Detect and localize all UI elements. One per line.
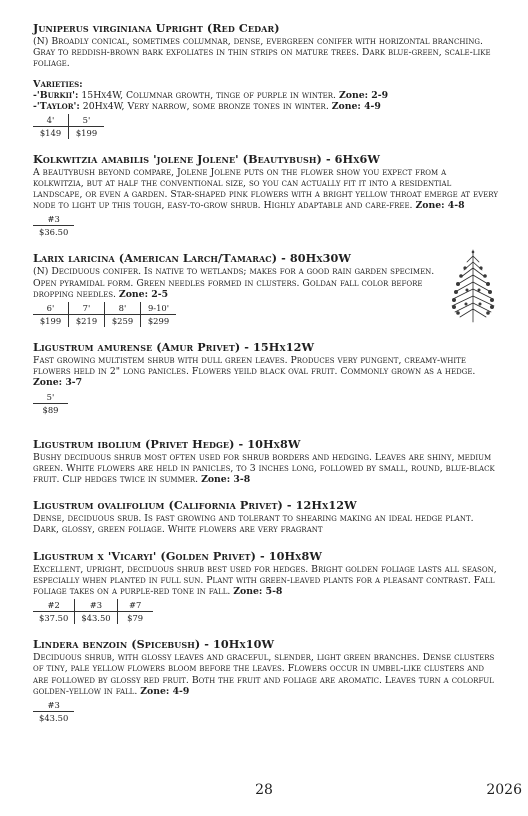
price-cell: $36.50 <box>39 227 69 238</box>
plant-description <box>33 564 499 598</box>
size-cell: 9-10' <box>141 302 177 315</box>
plant-title: Kolkwitzia amabilis 'jolene Jolene' (Beautybush) - 6Hx6W <box>33 151 381 166</box>
price-cell: $43.50 <box>75 612 117 625</box>
plant-entry-kolkwitzia <box>33 153 499 239</box>
varieties-heading: Varieties: <box>33 78 83 90</box>
variety-text: 20Hx4W, Very narrow, some bronze tones in winter. <box>79 100 332 112</box>
variety-name: -'Taylor': <box>33 100 80 112</box>
description-text: Fast growing multistem shrub with dull green leaves. Produces very pungent, creamy-white flowers held in 2" long panicles. Flowers yeild black oval fruit. Commonly grown as a hedge. <box>33 355 476 378</box>
plant-description <box>33 266 438 300</box>
plant-description <box>33 355 499 389</box>
page-number: 28 <box>255 782 273 798</box>
price-table <box>33 302 176 327</box>
plant-description <box>33 452 499 486</box>
price-cell: $43.50 <box>39 713 69 724</box>
size-cell: #2 <box>33 599 75 612</box>
price-cell: $199 <box>39 316 62 327</box>
size-cell: 5' <box>33 391 68 404</box>
plant-title: Ligustrum ovalifolium (California Privet) - 12Hx12W <box>33 498 357 513</box>
catalog-year: 2026 <box>486 782 522 798</box>
description-text: (N) Deciduous conifer. Is native to wetlands; makes for a good rain garden specimen. Open pyramidal form. Green needles formed in clusters. Goldan fall color before dropping needles. <box>33 266 435 300</box>
price-cell: $219 <box>69 315 105 328</box>
plant-entry-ligustrum-vicaryi <box>33 550 499 625</box>
price-cell: $259 <box>105 315 141 328</box>
plant-description <box>33 652 499 697</box>
price-cell: $199 <box>69 126 105 139</box>
price-cell: $299 <box>141 315 177 328</box>
zone-label: Zone: 4-8 <box>415 200 465 212</box>
size-cell: 6' <box>33 302 69 315</box>
variety-name: -'Burkii': <box>33 89 79 101</box>
plant-title: Lindera benzoin (Spicebush) - 10Hx10W <box>33 637 275 652</box>
size-cell: 5' <box>69 114 105 127</box>
zone-label: Zone: 3-8 <box>201 474 251 486</box>
size-cell: 8' <box>105 302 141 315</box>
description-text: Excellent, upright, deciduous shrub best used for hedges. Bright golden foliage lasts all season, especially when planted in full sun. Plant with green-leaved plants for a pleasant contrast. Fall foliage takes on a purple-red tone in fall. <box>33 563 497 598</box>
price-cell: $79 <box>117 612 153 625</box>
plant-description <box>33 167 499 212</box>
plant-title: Ligustrum x 'Vicaryi' (Golden Privet) - 10Hx8W <box>33 548 322 563</box>
price-table <box>33 114 104 139</box>
catalog-page <box>33 22 499 738</box>
size-cell: #3 <box>75 599 117 612</box>
plant-description: Dense, deciduous srub. Is fast growing and tolerant to shearing making an ideal hedge plant. Dark, glossy, green foliage. White flowers are very fragrant <box>33 513 474 536</box>
zone-label: Zone: 3-7 <box>33 377 83 389</box>
price-table <box>33 699 74 724</box>
plant-title: Juniperus virginiana Upright (Red Cedar) <box>33 21 280 35</box>
description-text: Deciduous shrub, with glossy leaves and graceful, slender, light green branches. Dense clusters of tiny, pale yellow flowers bloom before the leaves. Flowers occur in umbel-like clusters and are followed by glossy red fruit. Both the fruit and foliage are aromatic. Leaves turn a colorful golden-yellow in fall. <box>33 652 495 697</box>
description-text: A beautybush beyond compare, Jolene Jolene puts on the flower show you expect from a kolkwitzia, but at half the conventional size, so you can actually fit it into a residential landscape, or even a garden. Star-shaped pink flowers with a bright yellow throat emerge at every node to light up this tough, easy-to-grow shrub. Highly adaptable and care-free. <box>33 166 498 212</box>
zone-label: Zone: 2-9 <box>338 89 389 101</box>
price-table <box>33 391 68 416</box>
price-cell: $149 <box>39 127 62 138</box>
price-table <box>33 213 74 238</box>
plant-entry-larix <box>33 252 499 327</box>
zone-label: Zone: 5-8 <box>233 586 283 598</box>
description-text: Bushy deciduous shrub most often used for shrub borders and hedging. Leaves are shiny, medium green. White flowers are held in panicles, to 3 inches long, followed by small, round, blue-black fruit. Clip hedges twice in summer. <box>33 451 495 486</box>
price-table <box>33 599 153 624</box>
plant-title: Ligustrum amurense (Amur Privet) - 15Hx12W <box>33 340 315 355</box>
plant-entry-ligustrum-ovalifolium <box>33 499 499 535</box>
zone-label: Zone: 4-9 <box>140 685 190 697</box>
zone-label: Zone: 2-5 <box>118 288 169 300</box>
price-cell: $89 <box>42 404 59 415</box>
variety-text: 15Hx4W, Columnar growth, tinge of purple in winter. <box>78 89 339 101</box>
variety-line <box>33 90 499 101</box>
plant-entry-ligustrum-amurense <box>33 341 499 416</box>
larch-tree-icon <box>445 246 501 326</box>
plant-entry-juniperus <box>33 22 499 139</box>
plant-entry-lindera-benzoin <box>33 638 499 724</box>
size-cell: #3 <box>33 699 74 712</box>
price-cell: $37.50 <box>39 613 69 624</box>
plant-title: Ligustrum ibolium (Privet Hedge) - 10Hx8W <box>33 436 301 451</box>
size-cell: 7' <box>69 302 105 315</box>
zone-label: Zone: 4-9 <box>331 100 381 112</box>
variety-line <box>33 101 499 112</box>
plant-title: Larix laricina (American Larch/Tamarac) - 80Hx30W <box>33 251 352 266</box>
plant-description: (N) Broadly conical, sometimes columnar, dense, evergreen conifer with horizontal branching. Gray to reddish-brown bark exfoliates in thin strips on mature trees. Dark blue-green, scale-like foliage. <box>33 36 491 70</box>
size-cell: #7 <box>117 599 153 612</box>
plant-entry-ligustrum-ibolium <box>33 438 499 486</box>
size-cell: #3 <box>33 213 74 226</box>
size-cell: 4' <box>33 114 69 127</box>
